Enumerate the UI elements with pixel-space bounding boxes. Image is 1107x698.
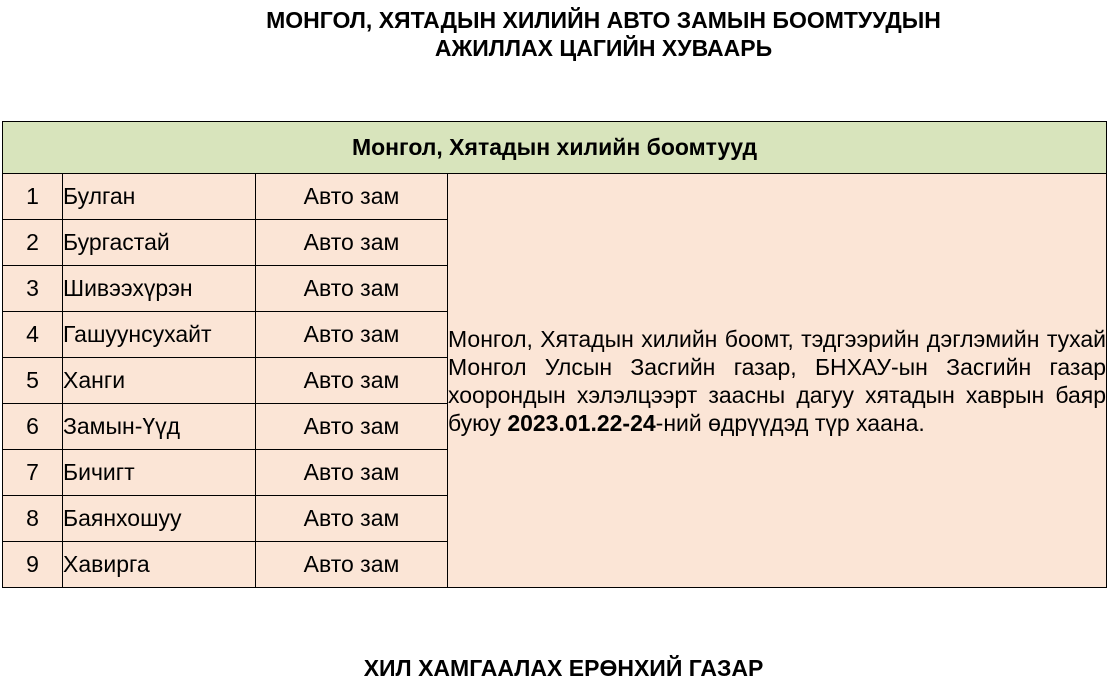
port-name: Баянхошуу — [63, 496, 256, 542]
row-number: 7 — [3, 450, 63, 496]
title-line-1: МОНГОЛ, ХЯТАДЫН ХИЛИЙН АВТО ЗАМЫН БООМТУУДЫН — [266, 7, 941, 33]
row-number: 1 — [3, 174, 63, 220]
port-type: Авто зам — [256, 266, 448, 312]
port-name: Бичигт — [63, 450, 256, 496]
document-title — [0, 6, 1107, 62]
port-name: Хавирга — [63, 542, 256, 588]
note-text-before: Монгол, Хятадын хилийн боомт, тэдгээрийн дэглэмийн тухай Монгол Улсын Засгийн газар, БНХАУ-ын Засгийн газар хоорондын хэлэлцээрт заасны дагуу хятадын хаврын баяр буюу — [448, 325, 1107, 436]
port-type: Авто зам — [256, 358, 448, 404]
row-number: 2 — [3, 220, 63, 266]
table-header-row — [3, 122, 1107, 174]
row-number: 4 — [3, 312, 63, 358]
port-type: Авто зам — [256, 220, 448, 266]
ports-table — [2, 121, 1107, 588]
port-type: Авто зам — [256, 404, 448, 450]
port-type: Авто зам — [256, 542, 448, 588]
port-type: Авто зам — [256, 496, 448, 542]
table-row — [3, 174, 1107, 220]
row-number: 3 — [3, 266, 63, 312]
row-number: 5 — [3, 358, 63, 404]
table-header: Монгол, Хятадын хилийн боомтууд — [3, 122, 1107, 174]
title-line-2: АЖИЛЛАХ ЦАГИЙН ХУВААРЬ — [434, 35, 773, 61]
port-type: Авто зам — [256, 174, 448, 220]
port-name: Шивээхүрэн — [63, 266, 256, 312]
port-name: Гашуунсухайт — [63, 312, 256, 358]
port-name: Замын-Үүд — [63, 404, 256, 450]
note-dates: 2023.01.22-24 — [507, 409, 656, 436]
row-number: 6 — [3, 404, 63, 450]
row-number: 9 — [3, 542, 63, 588]
port-name: Бургастай — [63, 220, 256, 266]
issuing-authority: ХИЛ ХАМГААЛАХ ЕРӨНХИЙ ГАЗАР — [363, 655, 764, 681]
row-number: 8 — [3, 496, 63, 542]
port-type: Авто зам — [256, 450, 448, 496]
port-type: Авто зам — [256, 312, 448, 358]
note-text-after: -ний өдрүүдэд түр хаана. — [655, 409, 925, 436]
port-name: Булган — [63, 174, 256, 220]
closure-note — [448, 174, 1107, 588]
port-name: Ханги — [63, 358, 256, 404]
